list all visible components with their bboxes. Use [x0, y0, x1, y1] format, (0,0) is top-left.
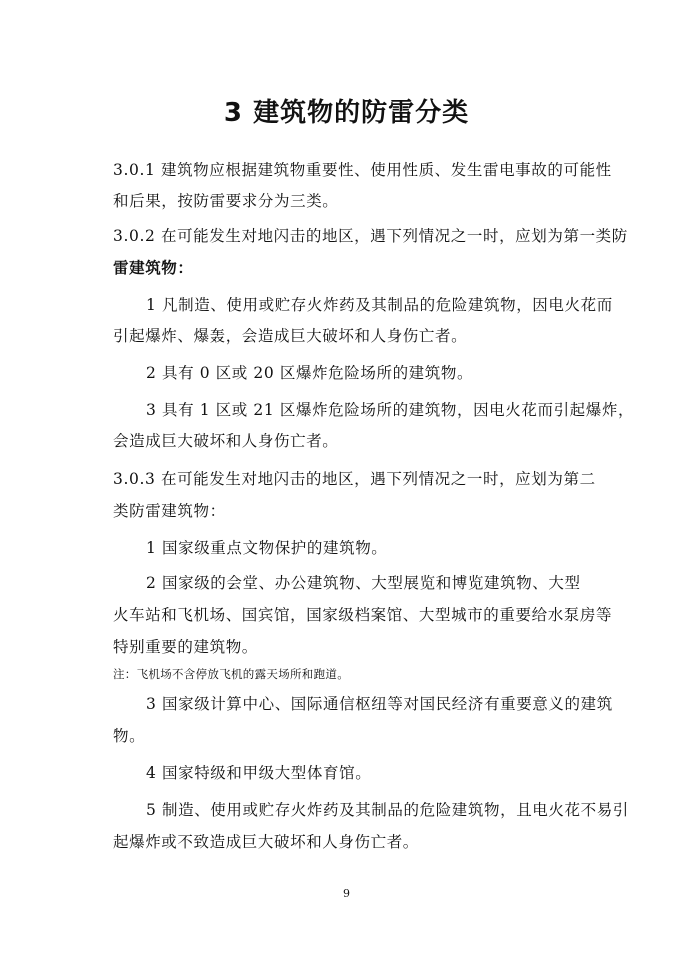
clause-3-0-3-item-3-line-1: 3 国家级计算中心、国际通信枢纽等对国民经济有重要意义的建筑: [146, 695, 613, 713]
clause-3-0-3-item-5-line-2: 起爆炸或不致造成巨大破坏和人身伤亡者。: [113, 833, 419, 851]
clause-3-0-3-item-3-line-2: 物。: [113, 727, 146, 745]
clause-3-0-2-item-3-line-2: 会造成巨大破坏和人身伤亡者。: [113, 432, 339, 450]
clause-3-0-3-item-4: 4 国家特级和甲级大型体育馆。: [146, 764, 372, 782]
clause-3-0-3-item-2-line-1: 2 国家级的会堂、办公建筑物、大型展览和博览建筑物、大型: [146, 574, 581, 592]
note: 注：飞机场不含停放飞机的露天场所和跑道。: [113, 667, 349, 681]
clause-3-0-3-item-1: 1 国家级重点文物保护的建筑物。: [146, 539, 388, 557]
clause-3-0-2-item-1-line-2: 引起爆炸、爆轰，会造成巨大破坏和人身伤亡者。: [113, 327, 468, 345]
clause-3-0-2-item-1-line-1: 1 凡制造、使用或贮存火炸药及其制品的危险建筑物，因电火花而: [146, 296, 613, 314]
section-title: 3 建筑物的防雷分类: [223, 98, 470, 128]
clause-3-0-1-line-2: 和后果，按防雷要求分为三类。: [113, 192, 339, 210]
clause-3-0-1-line-1: 3.0.1 建筑物应根据建筑物重要性、使用性质、发生雷电事故的可能性: [113, 161, 612, 179]
clause-3-0-3-item-5-line-1: 5 制造、使用或贮存火炸药及其制品的危险建筑物，且电火花不易引: [146, 801, 629, 819]
clause-3-0-3-line-2: 类防雷建筑物：: [113, 502, 226, 520]
clause-3-0-2-item-3-line-1: 3 具有 1 区或 21 区爆炸危险场所的建筑物，因电火花而引起爆炸，: [146, 401, 635, 419]
clause-3-0-3-item-2-line-2: 火车站和飞机场、国宾馆，国家级档案馆、大型城市的重要给水泵房等: [113, 606, 613, 624]
clause-3-0-3-item-2-line-3: 特别重要的建筑物。: [113, 638, 258, 656]
clause-3-0-2-line-1: 3.0.2 在可能发生对地闪击的地区，遇下列情况之一时，应划为第一类防: [113, 227, 628, 245]
clause-3-0-2-item-2: 2 具有 0 区或 20 区爆炸危险场所的建筑物。: [146, 364, 474, 382]
clause-3-0-2-line-2: 雷建筑物：: [113, 258, 194, 277]
page-number: 9: [343, 887, 350, 900]
clause-3-0-3-line-1: 3.0.3 在可能发生对地闪击的地区，遇下列情况之一时，应划为第二: [113, 470, 596, 488]
